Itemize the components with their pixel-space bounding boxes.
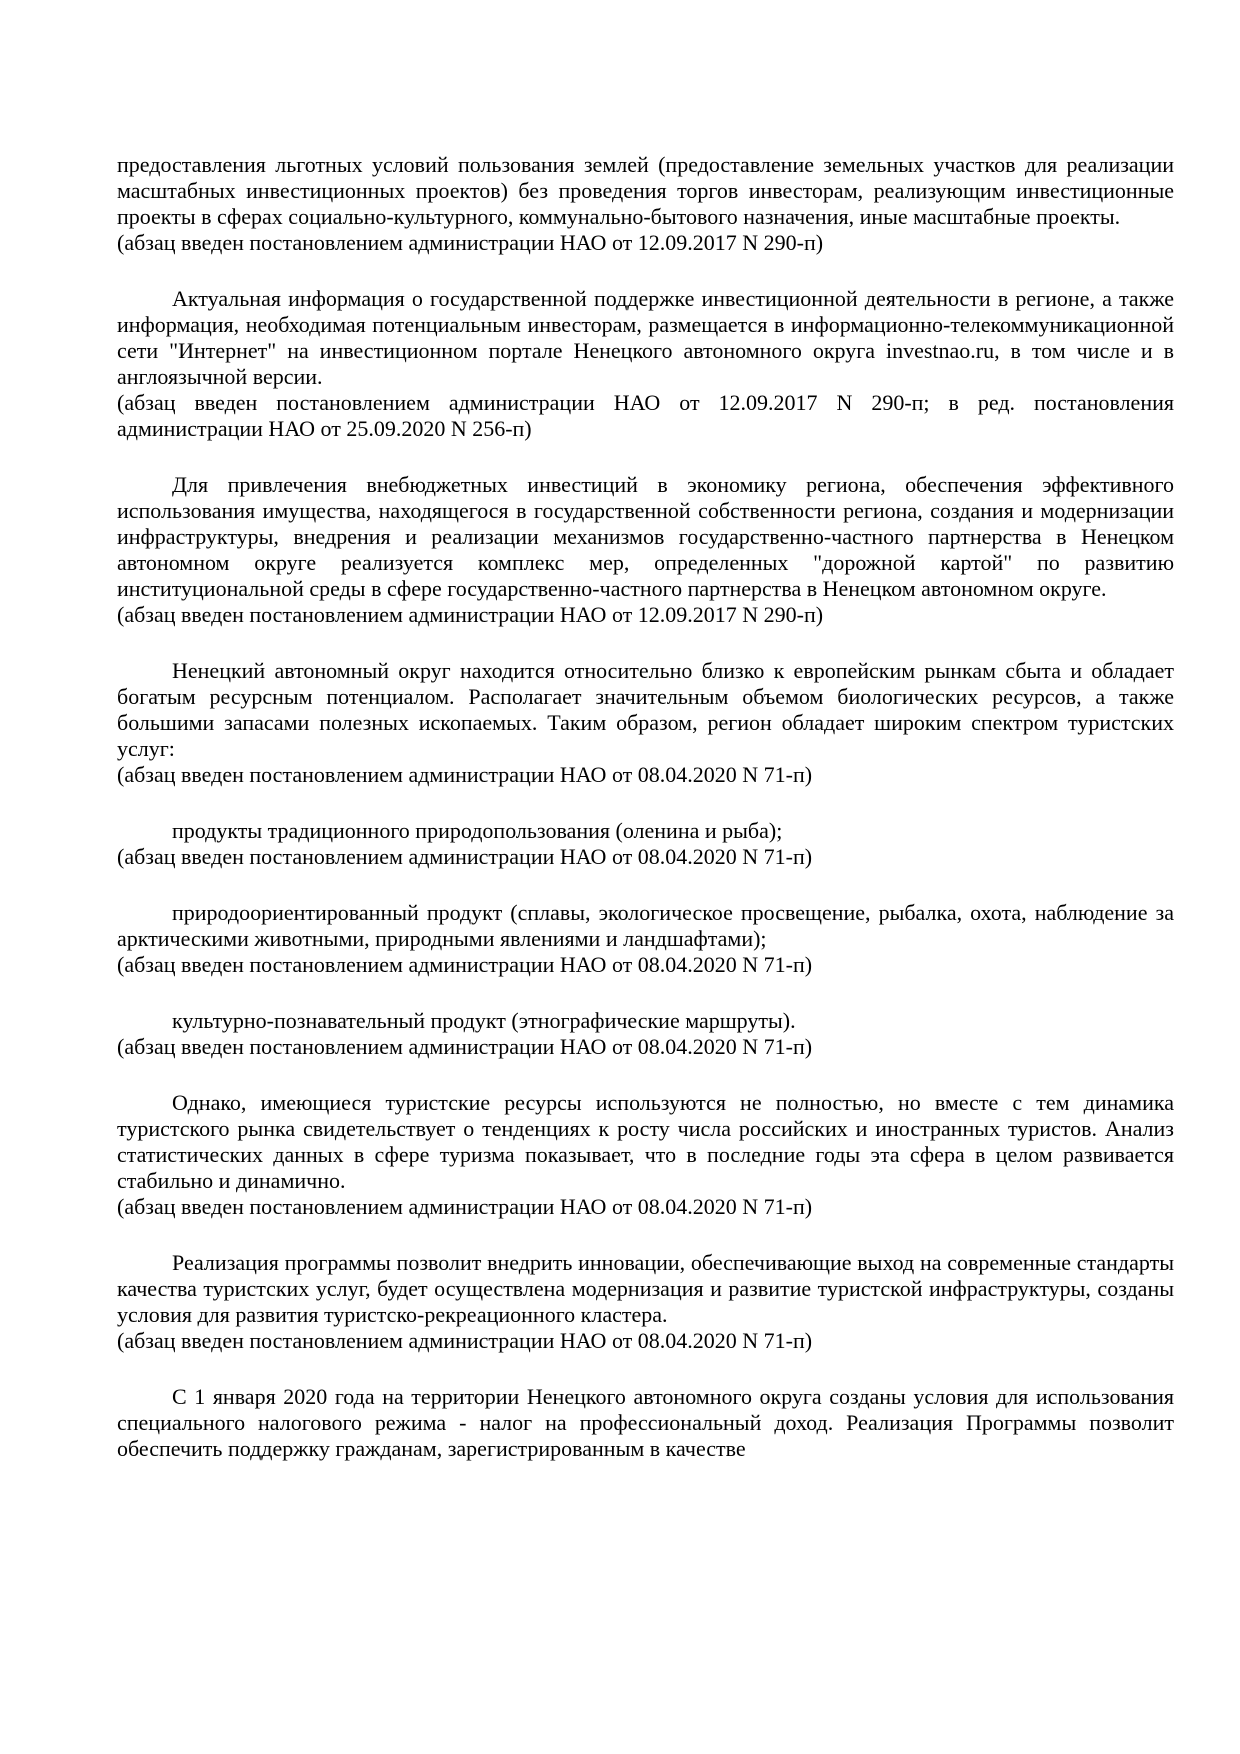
document-body [117, 152, 1174, 1492]
amendment-note: (абзац введен постановлением администрации НАО от 08.04.2020 N 71-п) [117, 952, 813, 977]
paragraph-text: Актуальная информация о государственной поддержке инвестиционной деятельности в регионе, а также информация, необходимая потенциальным инвесторам, размещается в информационно-телекоммуникационной сети "Интернет" на инвестиционном портале Ненецкого автономного округа investnao.ru, в том числе и в англоязычной версии. [117, 286, 1174, 389]
amendment-note: (абзац введен постановлением администрации НАО от 12.09.2017 N 290-п; в ред. постановления администрации НАО от 25.09.2020 N 256-п) [117, 390, 1174, 441]
paragraph-text: Однако, имеющиеся туристские ресурсы используются не полностью, но вместе с тем динамика туристского рынка свидетельствует о тенденциях к росту числа российских и иностранных туристов. Анализ статистических данных в сфере туризма показывает, что в последние годы эта сфера в целом развивается стабильно и динамично. [117, 1090, 1174, 1193]
paragraph-block [117, 472, 1174, 628]
paragraph-block [117, 1384, 1174, 1462]
amendment-note: (абзац введен постановлением администрации НАО от 12.09.2017 N 290-п) [117, 602, 824, 627]
amendment-note: (абзац введен постановлением администрации НАО от 12.09.2017 N 290-п) [117, 230, 824, 255]
paragraph-block [117, 1250, 1174, 1354]
paragraph-text: С 1 января 2020 года на территории Ненецкого автономного округа созданы условия для использования специального налогового режима - налог на профессиональный доход. Реализация Программы позволит обеспечить поддержку гражданам, зарегистрированным в качестве [117, 1384, 1174, 1461]
paragraph-block [117, 900, 1174, 978]
paragraph-text: предоставления льготных условий пользования землей (предоставление земельных участков для реализации масштабных инвестиционных проектов) без проведения торгов инвесторам, реализующим инвестиционные проекты в сферах социально-культурного, коммунально-бытового назначения, иные масштабные проекты. [117, 152, 1174, 229]
paragraph-block [117, 1008, 1174, 1060]
amendment-note: (абзац введен постановлением администрации НАО от 08.04.2020 N 71-п) [117, 1194, 813, 1219]
amendment-note: (абзац введен постановлением администрации НАО от 08.04.2020 N 71-п) [117, 1034, 813, 1059]
paragraph-text: Реализация программы позволит внедрить инновации, обеспечивающие выход на современные стандарты качества туристских услуг, будет осуществлена модернизация и развитие туристской инфраструктуры, созданы условия для развития туристско-рекреационного кластера. [117, 1250, 1174, 1327]
paragraph-block [117, 1090, 1174, 1220]
paragraph-text: Ненецкий автономный округ находится относительно близко к европейским рынкам сбыта и обладает богатым ресурсным потенциалом. Располагает значительным объемом биологических ресурсов, а также большими запасами полезных ископаемых. Таким образом, регион обладает широким спектром туристских услуг: [117, 658, 1174, 761]
amendment-note: (абзац введен постановлением администрации НАО от 08.04.2020 N 71-п) [117, 844, 813, 869]
paragraph-block [117, 818, 1174, 870]
paragraph-block [117, 286, 1174, 442]
paragraph-text: продукты традиционного природопользования (оленина и рыба); [172, 818, 783, 843]
paragraph-block [117, 152, 1174, 256]
paragraph-text: природоориентированный продукт (сплавы, экологическое просвещение, рыбалка, охота, наблюдение за арктическими животными, природными явлениями и ландшафтами); [117, 900, 1174, 951]
amendment-note: (абзац введен постановлением администрации НАО от 08.04.2020 N 71-п) [117, 762, 813, 787]
amendment-note: (абзац введен постановлением администрации НАО от 08.04.2020 N 71-п) [117, 1328, 813, 1353]
paragraph-block [117, 658, 1174, 788]
paragraph-text: культурно-познавательный продукт (этнографические маршруты). [172, 1008, 796, 1033]
paragraph-text: Для привлечения внебюджетных инвестиций в экономику региона, обеспечения эффективного использования имущества, находящегося в государственной собственности региона, создания и модернизации инфраструктуры, внедрения и реализации механизмов государственно-частного партнерства в Ненецком автономном округе реализуется комплекс мер, определенных "дорожной картой" по развитию институциональной среды в сфере государственно-частного партнерства в Ненецком автономном округе. [117, 472, 1174, 601]
